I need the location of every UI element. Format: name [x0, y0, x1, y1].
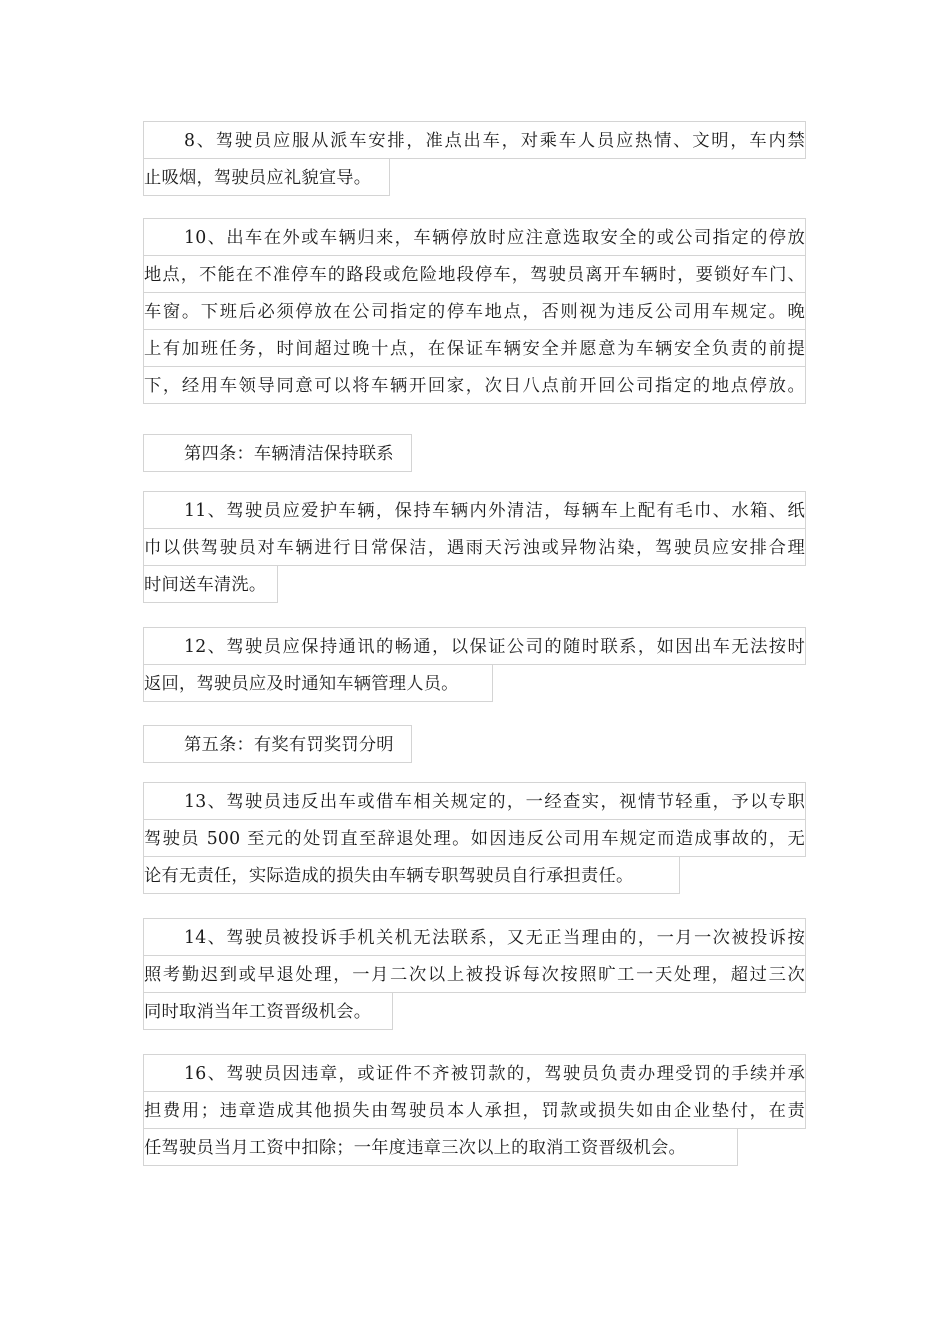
paragraph-line: 下，经用车领导同意可以将车辆开回家，次日八点前开回公司指定的地点停放。: [143, 366, 806, 404]
paragraph-line: 车窗。下班后必须停放在公司指定的停车地点，否则视为违反公司用车规定。晚: [143, 292, 806, 330]
section-heading: 第五条：有奖有罚奖罚分明: [143, 725, 412, 763]
paragraph-line: 13、驾驶员违反出车或借车相关规定的，一经查实，视情节轻重，予以专职: [143, 782, 806, 820]
paragraph-line: 8、驾驶员应服从派车安排，准点出车，对乘车人员应热情、文明，车内禁: [143, 121, 806, 159]
paragraph-line: 12、驾驶员应保持通讯的畅通，以保证公司的随时联系，如因出车无法按时: [143, 627, 806, 665]
paragraph-line: 16、驾驶员因违章，或证件不齐被罚款的，驾驶员负责办理受罚的手续并承: [143, 1054, 806, 1092]
paragraph-line: 止吸烟，驾驶员应礼貌宣导。: [143, 158, 390, 196]
paragraph-line: 照考勤迟到或早退处理，一月二次以上被投诉每次按照旷工一天处理，超过三次: [143, 955, 806, 993]
paragraph-line: 同时取消当年工资晋级机会。: [143, 992, 393, 1030]
paragraph-11: [143, 491, 806, 606]
paragraph-line: 10、出车在外或车辆归来，车辆停放时应注意选取安全的或公司指定的停放: [143, 218, 806, 256]
paragraph-12: [143, 627, 806, 705]
paragraph-line: 时间送车清洗。: [143, 565, 278, 603]
paragraph-line: 巾以供驾驶员对车辆进行日常保洁，遇雨天污浊或异物沾染，驾驶员应安排合理: [143, 528, 806, 566]
section-heading-4: [143, 434, 806, 475]
paragraph-line: 上有加班任务，时间超过晚十点，在保证车辆安全并愿意为车辆安全负责的前提: [143, 329, 806, 367]
paragraph-line: 11、驾驶员应爱护车辆，保持车辆内外清洁，每辆车上配有毛巾、水箱、纸: [143, 491, 806, 529]
section-heading: 第四条：车辆清洁保持联系: [143, 434, 412, 472]
paragraph-line: 地点，不能在不准停车的路段或危险地段停车，驾驶员离开车辆时，要锁好车门、: [143, 255, 806, 293]
paragraph-8: [143, 121, 806, 199]
paragraph-14: [143, 918, 806, 1033]
paragraph-line: 驾驶员 500 至元的处罚直至辞退处理。如因违反公司用车规定而造成事故的，无: [143, 819, 806, 857]
paragraph-16: [143, 1054, 806, 1169]
paragraph-line: 担费用；违章造成其他损失由驾驶员本人承担，罚款或损失如由企业垫付，在责: [143, 1091, 806, 1129]
paragraph-10: [143, 218, 806, 403]
paragraph-line: 14、驾驶员被投诉手机关机无法联系，又无正当理由的，一月一次被投诉按: [143, 918, 806, 956]
paragraph-line: 返回，驾驶员应及时通知车辆管理人员。: [143, 664, 493, 702]
paragraph-13: [143, 782, 806, 897]
paragraph-line: 任驾驶员当月工资中扣除；一年度违章三次以上的取消工资晋级机会。: [143, 1128, 738, 1166]
paragraph-line: 论有无责任，实际造成的损失由车辆专职驾驶员自行承担责任。: [143, 856, 680, 894]
section-heading-5: [143, 725, 806, 766]
